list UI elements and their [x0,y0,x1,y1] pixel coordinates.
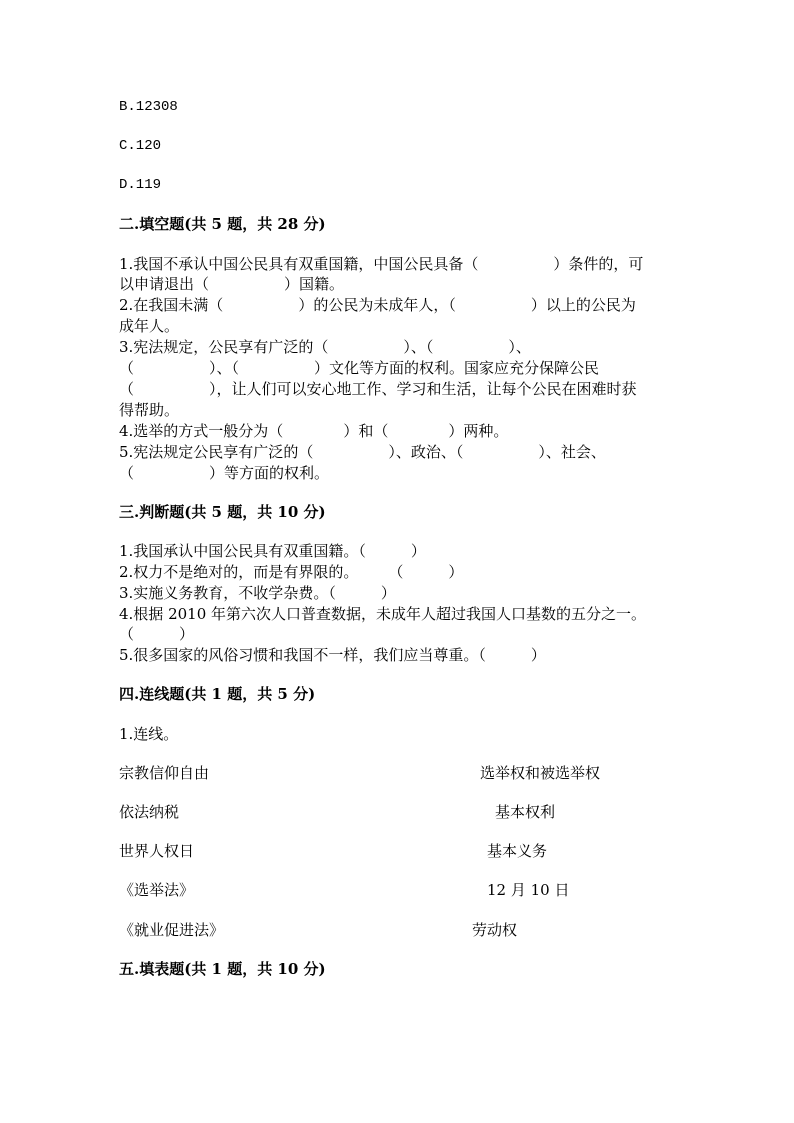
question-line: 2.权力不是绝对的，而是有界限的。 （ ） [119,563,464,581]
question-line: 成年人。 [119,317,180,335]
section-heading-match: 四.连线题(共 1 题，共 5 分) [119,685,316,703]
match-right-item: 12 月 10 日 [487,881,570,899]
question-line: 1.我国不承认中国公民具有双重国籍，中国公民具备（ ）条件的，可 [119,255,644,273]
match-right-item: 基本权利 [495,803,556,821]
question-line: 3.宪法规定，公民享有广泛的（ ）、（ ）、 [119,338,531,356]
question-line: 5.很多国家的风俗习惯和我国不一样，我们应当尊重。（ ） [119,646,546,664]
option-d: D.119 [119,177,162,193]
match-right-item: 选举权和被选举权 [480,764,601,782]
option-b: B.12308 [119,99,178,115]
question-line: （ ）、（ ）文化等方面的权利。国家应充分保障公民 [119,359,600,377]
option-c: C.120 [119,138,162,154]
match-left-item: 依法纳税 [119,803,180,821]
section-heading-fill-blank: 二.填空题(共 5 题，共 28 分) [119,215,326,233]
question-line: （ ），让人们可以安心地工作、学习和生活，让每个公民在困难时获 [119,380,637,398]
match-right-item: 劳动权 [472,921,518,939]
question-line: 2.在我国未满（ ）的公民为未成年人，（ ）以上的公民为 [119,296,636,314]
question-line: 1.我国承认中国公民具有双重国籍。（ ） [119,542,426,560]
question-line: 4.根据 2010 年第六次人口普查数据，未成年人超过我国人口基数的五分之一。 [119,605,647,623]
question-line: 4.选举的方式一般分为（ ）和（ ）两种。 [119,422,509,440]
section-heading-judge: 三.判断题(共 5 题，共 10 分) [119,503,326,521]
question-line: （ ） [119,625,195,643]
question-line: 以申请退出（ ）国籍。 [119,275,345,293]
question-line: 3.实施义务教育，不收学杂费。（ ） [119,584,396,602]
section-heading-table: 五.填表题(共 1 题，共 10 分) [119,960,326,978]
match-left-item: 《就业促进法》 [119,921,225,939]
match-intro: 1.连线。 [119,725,179,743]
match-right-item: 基本义务 [487,842,548,860]
match-left-item: 宗教信仰自由 [119,764,210,782]
question-line: 得帮助。 [119,401,180,419]
question-line: 5.宪法规定公民享有广泛的（ ）、政治、（ ）、社会、 [119,443,606,461]
question-line: （ ）等方面的权利。 [119,464,330,482]
match-left-item: 《选举法》 [119,881,195,899]
match-left-item: 世界人权日 [119,842,195,860]
